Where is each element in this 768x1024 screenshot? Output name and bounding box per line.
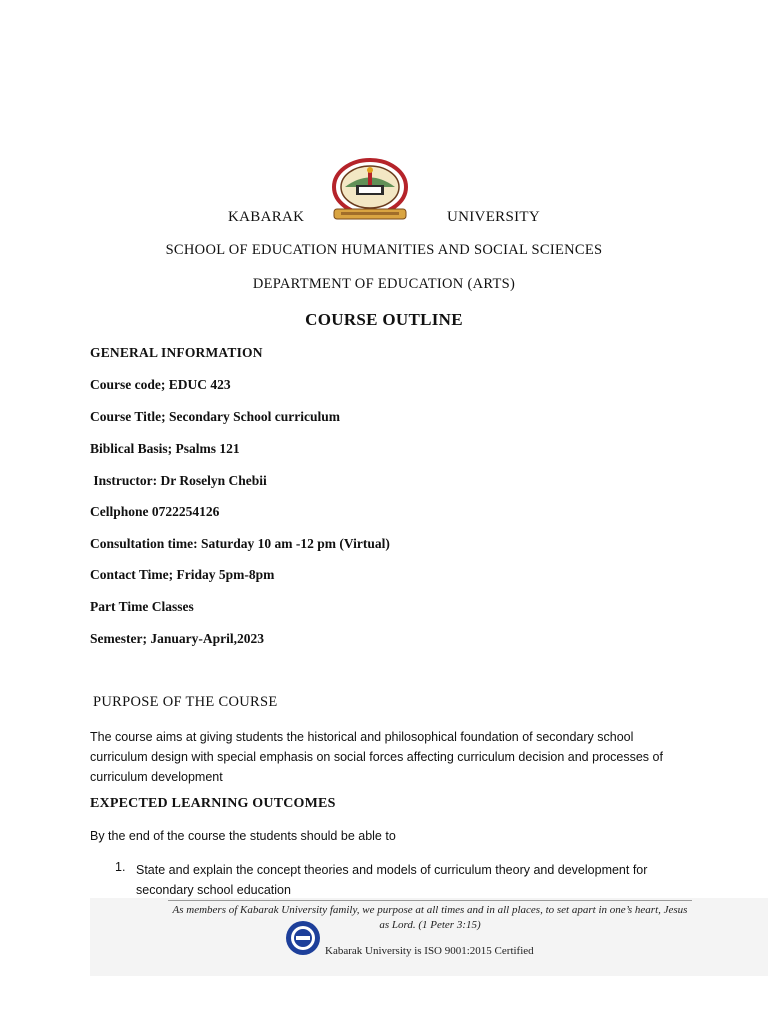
contact-time: Contact Time; Friday 5pm-8pm: [90, 567, 275, 582]
outcomes-lead: By the end of the course the students should be able to: [90, 829, 396, 843]
university-name-right: UNIVERSITY: [447, 209, 540, 225]
class-type: Part Time Classes: [90, 599, 194, 614]
iso-certification-text: Kabarak University is ISO 9001:2015 Certified: [325, 945, 534, 957]
university-crest-icon: [331, 158, 409, 224]
cellphone: Cellphone 0722254126: [90, 504, 220, 519]
list-item-number: 1.: [115, 860, 126, 874]
purpose-heading: PURPOSE OF THE COURSE: [93, 694, 278, 710]
course-code: Course code; EDUC 423: [90, 377, 231, 392]
page-title: COURSE OUTLINE: [305, 310, 463, 329]
instructor: Instructor: Dr Roselyn Chebii: [90, 473, 267, 488]
department-name: DEPARTMENT OF EDUCATION (ARTS): [252, 276, 516, 292]
consultation-time: Consultation time: Saturday 10 am -12 pm (Virtual): [90, 536, 390, 551]
university-name-left: KABARAK: [228, 209, 305, 225]
iso-certification-seal-icon: [285, 920, 321, 956]
semester: Semester; January-April,2023: [90, 631, 264, 646]
course-title: Course Title; Secondary School curriculum: [90, 409, 340, 424]
biblical-basis: Biblical Basis; Psalms 121: [90, 441, 240, 456]
school-name: SCHOOL OF EDUCATION HUMANITIES AND SOCIAL SCIENCES: [165, 242, 603, 258]
footer-divider: [168, 900, 692, 901]
purpose-paragraph: The course aims at giving students the historical and philosophical foundation of secondary school curriculum design with special emphasis on social forces affecting curriculum decision and processes of curriculum development: [90, 730, 663, 784]
footer-motto: As members of Kabarak University family, we purpose at all times and in all places, to set apart in one’s heart, Jesus as Lord. (1 Peter 3:15): [172, 904, 688, 931]
outcomes-heading: EXPECTED LEARNING OUTCOMES: [90, 796, 336, 811]
list-item: State and explain the concept theories and models of curriculum theory and development for secondary school education: [136, 863, 648, 897]
general-information-heading: GENERAL INFORMATION: [90, 345, 263, 360]
